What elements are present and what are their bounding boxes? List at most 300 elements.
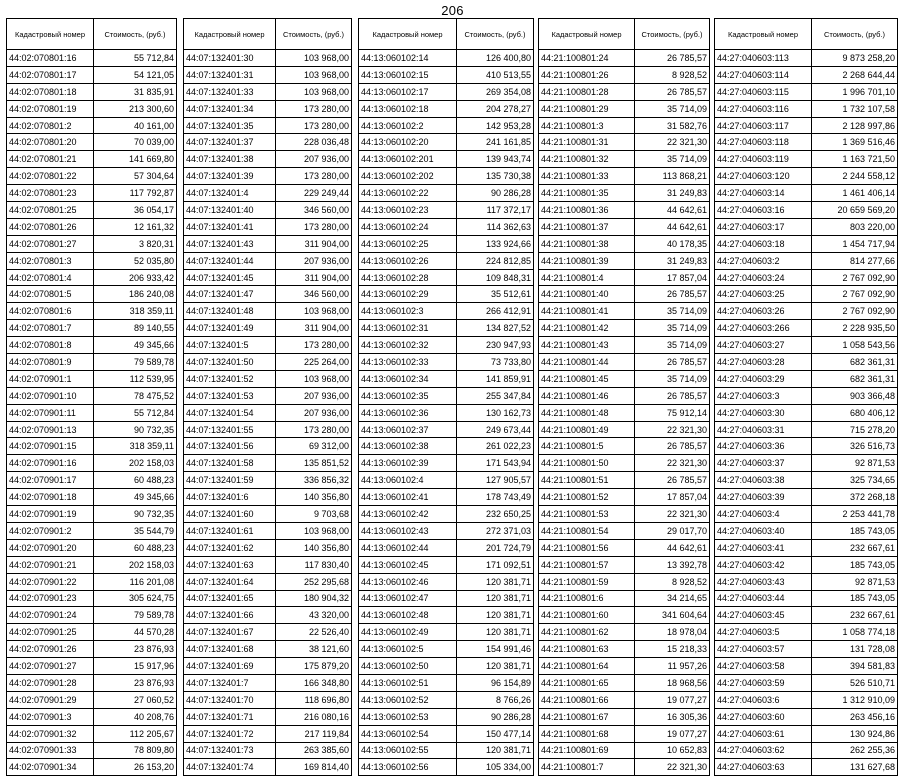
cost-cell: 31 835,91 [94, 83, 177, 100]
column-header-cost: Стоимость, (руб.) [457, 19, 534, 50]
cost-cell: 109 848,31 [457, 269, 534, 286]
cadastral-number-cell: 44:02:070901:22 [7, 573, 94, 590]
cadastral-number-cell: 44:13:060102:54 [359, 725, 457, 742]
table-row [715, 337, 898, 354]
table-row [359, 539, 534, 556]
table-row [539, 387, 710, 404]
cadastral-number-cell: 44:27:040603:2 [715, 252, 812, 269]
cadastral-number-cell: 44:07:132401:73 [184, 742, 276, 759]
table-row [184, 83, 352, 100]
cost-cell: 20 659 569,20 [812, 202, 898, 219]
table-row [715, 404, 898, 421]
table-row [539, 489, 710, 506]
cadastral-number-cell: 44:21:100801:5 [539, 438, 635, 455]
cost-cell: 2 268 644,44 [812, 66, 898, 83]
cadastral-number-cell: 44:02:070901:34 [7, 759, 94, 776]
cost-cell: 131 728,08 [812, 641, 898, 658]
table-row [7, 337, 177, 354]
cadastral-number-cell: 44:07:132401:61 [184, 522, 276, 539]
cost-cell: 35 714,09 [635, 100, 710, 117]
table-row [539, 691, 710, 708]
table-row [359, 573, 534, 590]
cost-cell: 142 953,28 [457, 117, 534, 134]
cadastral-number-cell: 44:13:060102:35 [359, 387, 457, 404]
table-row [539, 556, 710, 573]
cost-cell: 207 936,00 [276, 252, 352, 269]
table-row [715, 83, 898, 100]
cadastral-number-cell: 44:13:060102:49 [359, 624, 457, 641]
cost-cell: 103 968,00 [276, 83, 352, 100]
cadastral-number-cell: 44:13:060102:202 [359, 168, 457, 185]
table-row [539, 286, 710, 303]
cost-cell: 178 743,49 [457, 489, 534, 506]
table-row [539, 320, 710, 337]
table-row [539, 607, 710, 624]
cadastral-number-cell: 44:13:060102:2 [359, 117, 457, 134]
cost-cell: 346 560,00 [276, 202, 352, 219]
cadastral-number-cell: 44:02:070801:18 [7, 83, 94, 100]
cost-cell: 262 255,36 [812, 742, 898, 759]
cost-cell: 103 968,00 [276, 522, 352, 539]
cost-cell: 217 119,84 [276, 725, 352, 742]
table-row [7, 303, 177, 320]
cadastral-tables [6, 18, 899, 773]
cost-cell: 120 381,71 [457, 624, 534, 641]
table-row [184, 151, 352, 168]
cadastral-number-cell: 44:27:040603:29 [715, 370, 812, 387]
table-row [7, 404, 177, 421]
cost-cell: 8 766,26 [457, 691, 534, 708]
table-row [539, 269, 710, 286]
cadastral-number-cell: 44:21:100801:28 [539, 83, 635, 100]
cadastral-number-cell: 44:13:060102:46 [359, 573, 457, 590]
table-row [359, 66, 534, 83]
table-row [715, 387, 898, 404]
table-row [359, 218, 534, 235]
cost-cell: 112 539,95 [94, 370, 177, 387]
cadastral-number-cell: 44:21:100801:63 [539, 641, 635, 658]
cost-cell: 126 400,80 [457, 50, 534, 67]
table-row [7, 66, 177, 83]
cadastral-number-cell: 44:27:040603:27 [715, 337, 812, 354]
cost-cell: 173 280,00 [276, 337, 352, 354]
cadastral-number-cell: 44:02:070801:27 [7, 235, 94, 252]
cadastral-number-cell: 44:07:132401:72 [184, 725, 276, 742]
cost-cell: 127 905,57 [457, 472, 534, 489]
cadastral-number-cell: 44:21:100801:65 [539, 674, 635, 691]
cost-cell: 204 278,27 [457, 100, 534, 117]
cadastral-number-cell: 44:07:132401:66 [184, 607, 276, 624]
cost-cell: 261 022,23 [457, 438, 534, 455]
cost-cell: 154 991,46 [457, 641, 534, 658]
table-row [715, 66, 898, 83]
cost-cell: 26 785,57 [635, 50, 710, 67]
cadastral-number-cell: 44:21:100801:42 [539, 320, 635, 337]
cadastral-number-cell: 44:27:040603:118 [715, 134, 812, 151]
cost-cell: 1 369 516,46 [812, 134, 898, 151]
cost-cell: 103 968,00 [276, 50, 352, 67]
cost-cell: 2 228 935,50 [812, 320, 898, 337]
cost-cell: 9 873 258,20 [812, 50, 898, 67]
table-row [715, 117, 898, 134]
cadastral-number-cell: 44:21:100801:51 [539, 472, 635, 489]
cadastral-number-cell: 44:07:132401:65 [184, 590, 276, 607]
table-header-row [184, 19, 352, 50]
table-row [715, 506, 898, 523]
cadastral-number-cell: 44:07:132401:43 [184, 235, 276, 252]
cadastral-number-cell: 44:02:070901:17 [7, 472, 94, 489]
table-row [7, 370, 177, 387]
cost-cell: 36 054,17 [94, 202, 177, 219]
cost-cell: 213 300,60 [94, 100, 177, 117]
cost-cell: 35 544,79 [94, 522, 177, 539]
cadastral-number-cell: 44:13:060102:38 [359, 438, 457, 455]
table-row [539, 202, 710, 219]
cost-cell: 78 475,52 [94, 387, 177, 404]
table-row [184, 658, 352, 675]
table-row [539, 66, 710, 83]
cost-cell: 44 642,61 [635, 539, 710, 556]
cost-cell: 22 321,30 [635, 421, 710, 438]
cadastral-number-cell: 44:13:060102:36 [359, 404, 457, 421]
cost-cell: 682 361,31 [812, 354, 898, 371]
table-row [715, 320, 898, 337]
cost-cell: 120 381,71 [457, 607, 534, 624]
cost-cell: 232 667,61 [812, 539, 898, 556]
table-row [715, 691, 898, 708]
column-header-number: Кадастровый номер [715, 19, 812, 50]
cost-cell: 140 356,80 [276, 489, 352, 506]
table-row [7, 168, 177, 185]
cost-cell: 249 673,44 [457, 421, 534, 438]
table-row [184, 438, 352, 455]
cost-cell: 2 253 441,78 [812, 506, 898, 523]
cost-cell: 173 280,00 [276, 168, 352, 185]
cost-cell: 318 359,11 [94, 438, 177, 455]
cost-cell: 70 039,00 [94, 134, 177, 151]
table-row [715, 472, 898, 489]
table-row [359, 624, 534, 641]
cost-cell: 224 812,85 [457, 252, 534, 269]
cost-cell: 23 876,93 [94, 674, 177, 691]
cadastral-number-cell: 44:02:070801:6 [7, 303, 94, 320]
cost-cell: 715 278,20 [812, 421, 898, 438]
table-row [7, 100, 177, 117]
table-row [7, 202, 177, 219]
table-row [359, 607, 534, 624]
table-row [715, 759, 898, 776]
cadastral-number-cell: 44:07:132401:6 [184, 489, 276, 506]
cadastral-number-cell: 44:27:040603:17 [715, 218, 812, 235]
cadastral-number-cell: 44:07:132401:68 [184, 641, 276, 658]
cost-cell: 305 624,75 [94, 590, 177, 607]
table-row [715, 286, 898, 303]
table-row [539, 725, 710, 742]
page-number: 206 [441, 3, 464, 18]
table-row [7, 354, 177, 371]
cadastral-number-cell: 44:21:100801:67 [539, 708, 635, 725]
cost-cell: 117 372,17 [457, 202, 534, 219]
cost-cell: 1 312 910,09 [812, 691, 898, 708]
cadastral-number-cell: 44:13:060102:56 [359, 759, 457, 776]
cost-cell: 185 743,05 [812, 522, 898, 539]
table-row [184, 354, 352, 371]
cost-cell: 22 321,30 [635, 134, 710, 151]
table-row [184, 404, 352, 421]
cost-cell: 207 936,00 [276, 404, 352, 421]
cost-cell: 186 240,08 [94, 286, 177, 303]
cadastral-number-cell: 44:07:132401:58 [184, 455, 276, 472]
table-row [184, 421, 352, 438]
table-row [539, 134, 710, 151]
cadastral-number-cell: 44:07:132401:49 [184, 320, 276, 337]
cost-cell: 26 785,57 [635, 83, 710, 100]
cost-cell: 141 859,91 [457, 370, 534, 387]
table-row [184, 252, 352, 269]
cost-cell: 38 121,60 [276, 641, 352, 658]
cost-cell: 2 244 558,12 [812, 168, 898, 185]
cadastral-number-cell: 44:02:070901:10 [7, 387, 94, 404]
cadastral-number-cell: 44:21:100801:6 [539, 590, 635, 607]
cost-cell: 22 321,30 [635, 506, 710, 523]
cadastral-number-cell: 44:13:060102:53 [359, 708, 457, 725]
table-row [184, 50, 352, 67]
cost-cell: 11 957,26 [635, 658, 710, 675]
cadastral-number-cell: 44:13:060102:52 [359, 691, 457, 708]
cost-cell: 120 381,71 [457, 742, 534, 759]
cadastral-number-cell: 44:07:132401:47 [184, 286, 276, 303]
cost-cell: 140 356,80 [276, 539, 352, 556]
cadastral-number-cell: 44:07:132401:33 [184, 83, 276, 100]
cost-cell: 130 924,86 [812, 725, 898, 742]
cost-cell: 202 158,03 [94, 556, 177, 573]
cadastral-number-cell: 44:13:060102:14 [359, 50, 457, 67]
cost-cell: 90 286,28 [457, 708, 534, 725]
table-row [715, 151, 898, 168]
table-row [7, 759, 177, 776]
table-row [184, 556, 352, 573]
cost-cell: 228 036,48 [276, 134, 352, 151]
cadastral-number-cell: 44:27:040603:63 [715, 759, 812, 776]
cost-cell: 31 249,83 [635, 252, 710, 269]
table-row [359, 590, 534, 607]
cost-cell: 40 161,00 [94, 117, 177, 134]
cadastral-number-cell: 44:21:100801:53 [539, 506, 635, 523]
column-header-cost: Стоимость, (руб.) [94, 19, 177, 50]
table-row [184, 590, 352, 607]
cost-cell: 26 785,57 [635, 472, 710, 489]
cost-cell: 118 696,80 [276, 691, 352, 708]
cadastral-number-cell: 44:21:100801:43 [539, 337, 635, 354]
cadastral-number-cell: 44:21:100801:35 [539, 185, 635, 202]
cost-cell: 60 488,23 [94, 472, 177, 489]
cadastral-number-cell: 44:27:040603:3 [715, 387, 812, 404]
cost-cell: 54 121,05 [94, 66, 177, 83]
cost-cell: 1 996 701,10 [812, 83, 898, 100]
cadastral-number-cell: 44:13:060102:55 [359, 742, 457, 759]
cadastral-number-cell: 44:21:100801:69 [539, 742, 635, 759]
cadastral-number-cell: 44:02:070901:25 [7, 624, 94, 641]
cost-cell: 22 321,30 [635, 759, 710, 776]
cadastral-number-cell: 44:27:040603:24 [715, 269, 812, 286]
cadastral-number-cell: 44:21:100801:52 [539, 489, 635, 506]
cost-cell: 52 035,80 [94, 252, 177, 269]
table-row [7, 708, 177, 725]
cost-cell: 55 712,84 [94, 50, 177, 67]
table-row [7, 83, 177, 100]
table-row [539, 472, 710, 489]
cost-cell: 69 312,00 [276, 438, 352, 455]
cost-cell: 103 968,00 [276, 370, 352, 387]
cadastral-number-cell: 44:02:070901:11 [7, 404, 94, 421]
table-row [715, 489, 898, 506]
cadastral-number-cell: 44:13:060102:45 [359, 556, 457, 573]
table-row [7, 387, 177, 404]
table-row [359, 472, 534, 489]
table-row [7, 455, 177, 472]
table-row [7, 658, 177, 675]
cost-cell: 79 589,78 [94, 607, 177, 624]
cadastral-number-cell: 44:02:070901:33 [7, 742, 94, 759]
table-row [7, 556, 177, 573]
table-row [539, 83, 710, 100]
cost-cell: 40 178,35 [635, 235, 710, 252]
cost-cell: 22 321,30 [635, 455, 710, 472]
table-row [715, 742, 898, 759]
table-row [715, 624, 898, 641]
table-row [184, 607, 352, 624]
cadastral-number-cell: 44:02:070901:15 [7, 438, 94, 455]
cadastral-number-cell: 44:02:070801:8 [7, 337, 94, 354]
cost-cell: 173 280,00 [276, 117, 352, 134]
cost-cell: 92 871,53 [812, 455, 898, 472]
cadastral-number-cell: 44:27:040603:57 [715, 641, 812, 658]
cost-cell: 34 214,65 [635, 590, 710, 607]
cost-cell: 35 714,09 [635, 151, 710, 168]
cadastral-number-cell: 44:07:132401:69 [184, 658, 276, 675]
cadastral-number-cell: 44:02:070801:26 [7, 218, 94, 235]
table-row [184, 573, 352, 590]
cadastral-number-cell: 44:13:060102:4 [359, 472, 457, 489]
table-row [539, 624, 710, 641]
cadastral-number-cell: 44:13:060102:17 [359, 83, 457, 100]
cadastral-number-cell: 44:13:060102:18 [359, 100, 457, 117]
cadastral-number-cell: 44:13:060102:20 [359, 134, 457, 151]
cadastral-number-cell: 44:21:100801:60 [539, 607, 635, 624]
cadastral-number-cell: 44:21:100801:24 [539, 50, 635, 67]
table-row [359, 506, 534, 523]
cost-cell: 19 077,27 [635, 691, 710, 708]
table-row [7, 134, 177, 151]
cost-cell: 112 205,67 [94, 725, 177, 742]
cost-cell: 49 345,66 [94, 489, 177, 506]
cost-cell: 1 058 543,56 [812, 337, 898, 354]
cost-cell: 44 570,28 [94, 624, 177, 641]
cadastral-number-cell: 44:13:060102:34 [359, 370, 457, 387]
cadastral-number-cell: 44:07:132401:48 [184, 303, 276, 320]
table-row [7, 151, 177, 168]
cost-cell: 31 249,83 [635, 185, 710, 202]
table-row [539, 674, 710, 691]
cost-cell: 318 359,11 [94, 303, 177, 320]
table-row [7, 320, 177, 337]
table-row [715, 421, 898, 438]
cost-cell: 2 767 092,90 [812, 303, 898, 320]
table-row [7, 286, 177, 303]
cadastral-number-cell: 44:02:070801:2 [7, 117, 94, 134]
cost-cell: 117 830,40 [276, 556, 352, 573]
cadastral-number-cell: 44:07:132401:31 [184, 66, 276, 83]
cadastral-number-cell: 44:27:040603:37 [715, 455, 812, 472]
table-row [184, 759, 352, 776]
table-row [7, 50, 177, 67]
cost-cell: 682 361,31 [812, 370, 898, 387]
table-row [184, 674, 352, 691]
cost-cell: 79 589,78 [94, 354, 177, 371]
table-row [539, 742, 710, 759]
cost-cell: 2 128 997,86 [812, 117, 898, 134]
cost-cell: 680 406,12 [812, 404, 898, 421]
cadastral-number-cell: 44:21:100801:36 [539, 202, 635, 219]
table-row [715, 50, 898, 67]
cadastral-number-cell: 44:02:070901:21 [7, 556, 94, 573]
table-row [184, 506, 352, 523]
table-row [7, 117, 177, 134]
cost-cell: 263 385,60 [276, 742, 352, 759]
table-row [7, 218, 177, 235]
cost-cell: 26 785,57 [635, 286, 710, 303]
table-row [539, 421, 710, 438]
cost-cell: 346 560,00 [276, 286, 352, 303]
cost-cell: 55 712,84 [94, 404, 177, 421]
cadastral-number-cell: 44:27:040603:113 [715, 50, 812, 67]
cost-cell: 1 454 717,94 [812, 235, 898, 252]
cost-cell: 150 477,14 [457, 725, 534, 742]
cadastral-number-cell: 44:02:070901:2 [7, 522, 94, 539]
cadastral-number-cell: 44:21:100801:33 [539, 168, 635, 185]
table-row [184, 218, 352, 235]
table-row [715, 134, 898, 151]
cadastral-number-cell: 44:13:060102:29 [359, 286, 457, 303]
cadastral-number-cell: 44:07:132401:5 [184, 337, 276, 354]
cost-cell: 1 163 721,50 [812, 151, 898, 168]
table-row [184, 337, 352, 354]
cadastral-number-cell: 44:02:070901:26 [7, 641, 94, 658]
table-row [359, 387, 534, 404]
table-row [7, 691, 177, 708]
cost-cell: 2 767 092,90 [812, 286, 898, 303]
table-row [7, 269, 177, 286]
cost-cell: 171 092,51 [457, 556, 534, 573]
table-row [184, 370, 352, 387]
cadastral-table-4 [538, 18, 710, 776]
cadastral-number-cell: 44:13:060102:24 [359, 218, 457, 235]
cost-cell: 202 158,03 [94, 455, 177, 472]
cadastral-number-cell: 44:21:100801:39 [539, 252, 635, 269]
cadastral-table-1 [6, 18, 177, 776]
cost-cell: 29 017,70 [635, 522, 710, 539]
cadastral-number-cell: 44:27:040603:41 [715, 539, 812, 556]
cost-cell: 232 650,25 [457, 506, 534, 523]
cost-cell: 207 936,00 [276, 387, 352, 404]
table-row [715, 269, 898, 286]
cadastral-number-cell: 44:13:060102:51 [359, 674, 457, 691]
table-row [184, 134, 352, 151]
table-row [7, 506, 177, 523]
table-row [359, 742, 534, 759]
table-row [359, 168, 534, 185]
cost-cell: 15 218,33 [635, 641, 710, 658]
